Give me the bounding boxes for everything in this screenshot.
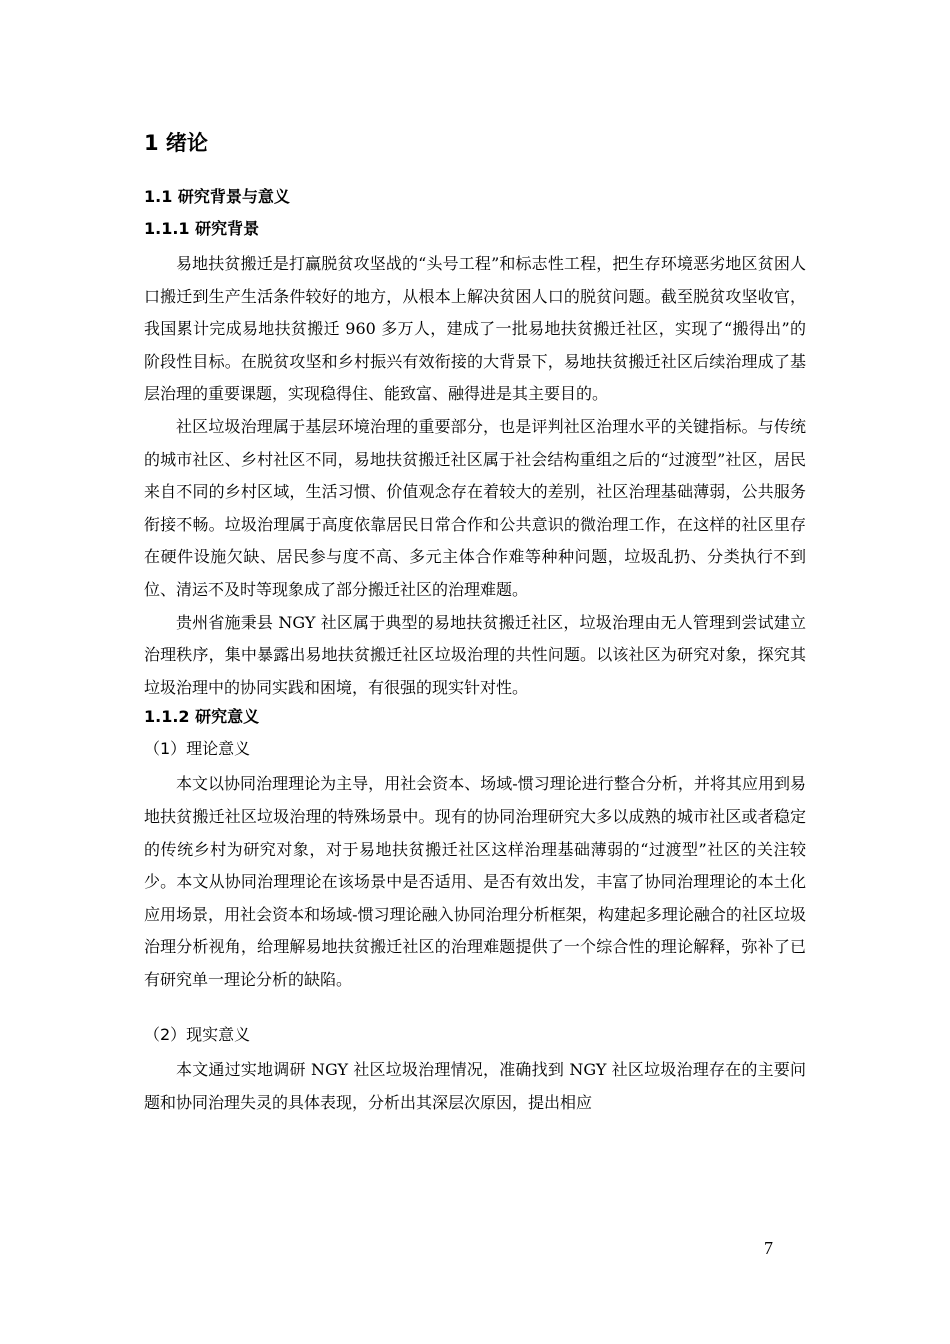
background-paragraph-1: 易地扶贫搬迁是打赢脱贫攻坚战的“头号工程”和标志性工程，把生存环境恶劣地区贫困人口搬迁到生产生活条件较好的地方，从根本上解决贫困人口的脱贫问题。截至脱贫攻坚收官，我国累计完成易地扶贫搬迁 960 多万人，建成了一批易地扶贫搬迁社区，实现了“搬得出”的阶段性目标。在脱贫攻坚和乡村振兴有效衔接的大背景下，易地扶贫搬迁社区后续治理成了基层治理的重要课题，实现稳得住、能致富、融得进是其主要目的。 xyxy=(144,254,806,404)
subsection-heading-background: 1.1.1 研究背景 xyxy=(144,219,260,238)
practice-significance-paragraph: 本文通过实地调研 NGY 社区垃圾治理情况，准确找到 NGY 社区垃圾治理存在的主要问题和协同治理失灵的具体表现，分析出其深层次原因，提出相应 xyxy=(144,1060,806,1113)
theory-significance-paragraph: 本文以协同治理理论为主导，用社会资本、场域-惯习理论进行整合分析，并将其应用到易地扶贫搬迁社区垃圾治理的特殊场景中。现有的协同治理研究大多以成熟的城市社区或者稳定的传统乡村为研究对象，对于易地扶贫搬迁社区这样治理基础薄弱的“过渡型”社区的关注较少。本文从协同治理理论在该场景中是否适用、是否有效出发，丰富了协同治理理论的本土化应用场景，用社会资本和场域-惯习理论融入协同治理分析框架，构建起多理论融合的社区垃圾治理分析视角，给理解易地扶贫搬迁社区的治理难题提供了一个综合性的理论解释，弥补了已有研究单一理论分析的缺陷。 xyxy=(144,774,806,989)
paragraph-spacer xyxy=(144,996,806,1022)
background-paragraph-3: 贵州省施秉县 NGY 社区属于典型的易地扶贫搬迁社区，垃圾治理由无人管理到尝试建立治理秩序，集中暴露出易地扶贫搬迁社区垃圾治理的共性问题。以该社区为研究对象，探究其垃圾治理中的协同实践和困境，有很强的现实针对性。 xyxy=(144,612,806,697)
chapter-title: 1 绪论 xyxy=(144,131,208,155)
page-content xyxy=(144,120,806,1120)
page-number: 7 xyxy=(764,1238,773,1258)
theory-significance-label: （1）理论意义 xyxy=(144,739,251,759)
practice-significance-label: （2）现实意义 xyxy=(144,1025,251,1045)
subsection-heading-significance: 1.1.2 研究意义 xyxy=(144,707,260,727)
background-paragraph-2: 社区垃圾治理属于基层环境治理的重要部分，也是评判社区治理水平的关键指标。与传统的城市社区、乡村社区不同，易地扶贫搬迁社区属于社会结构重组之后的“过渡型”社区，居民来自不同的乡村区域，生活习惯、价值观念存在着较大的差别，社区治理基础薄弱，公共服务衔接不畅。垃圾治理属于高度依靠居民日常合作和公共意识的微治理工作，在这样的社区里存在硬件设施欠缺、居民参与度不高、多元主体合作难等种种问题，垃圾乱扔、分类执行不到位、清运不及时等现象成了部分搬迁社区的治理难题。 xyxy=(144,416,806,599)
section-title: 1.1 研究背景与意义 xyxy=(144,187,290,206)
